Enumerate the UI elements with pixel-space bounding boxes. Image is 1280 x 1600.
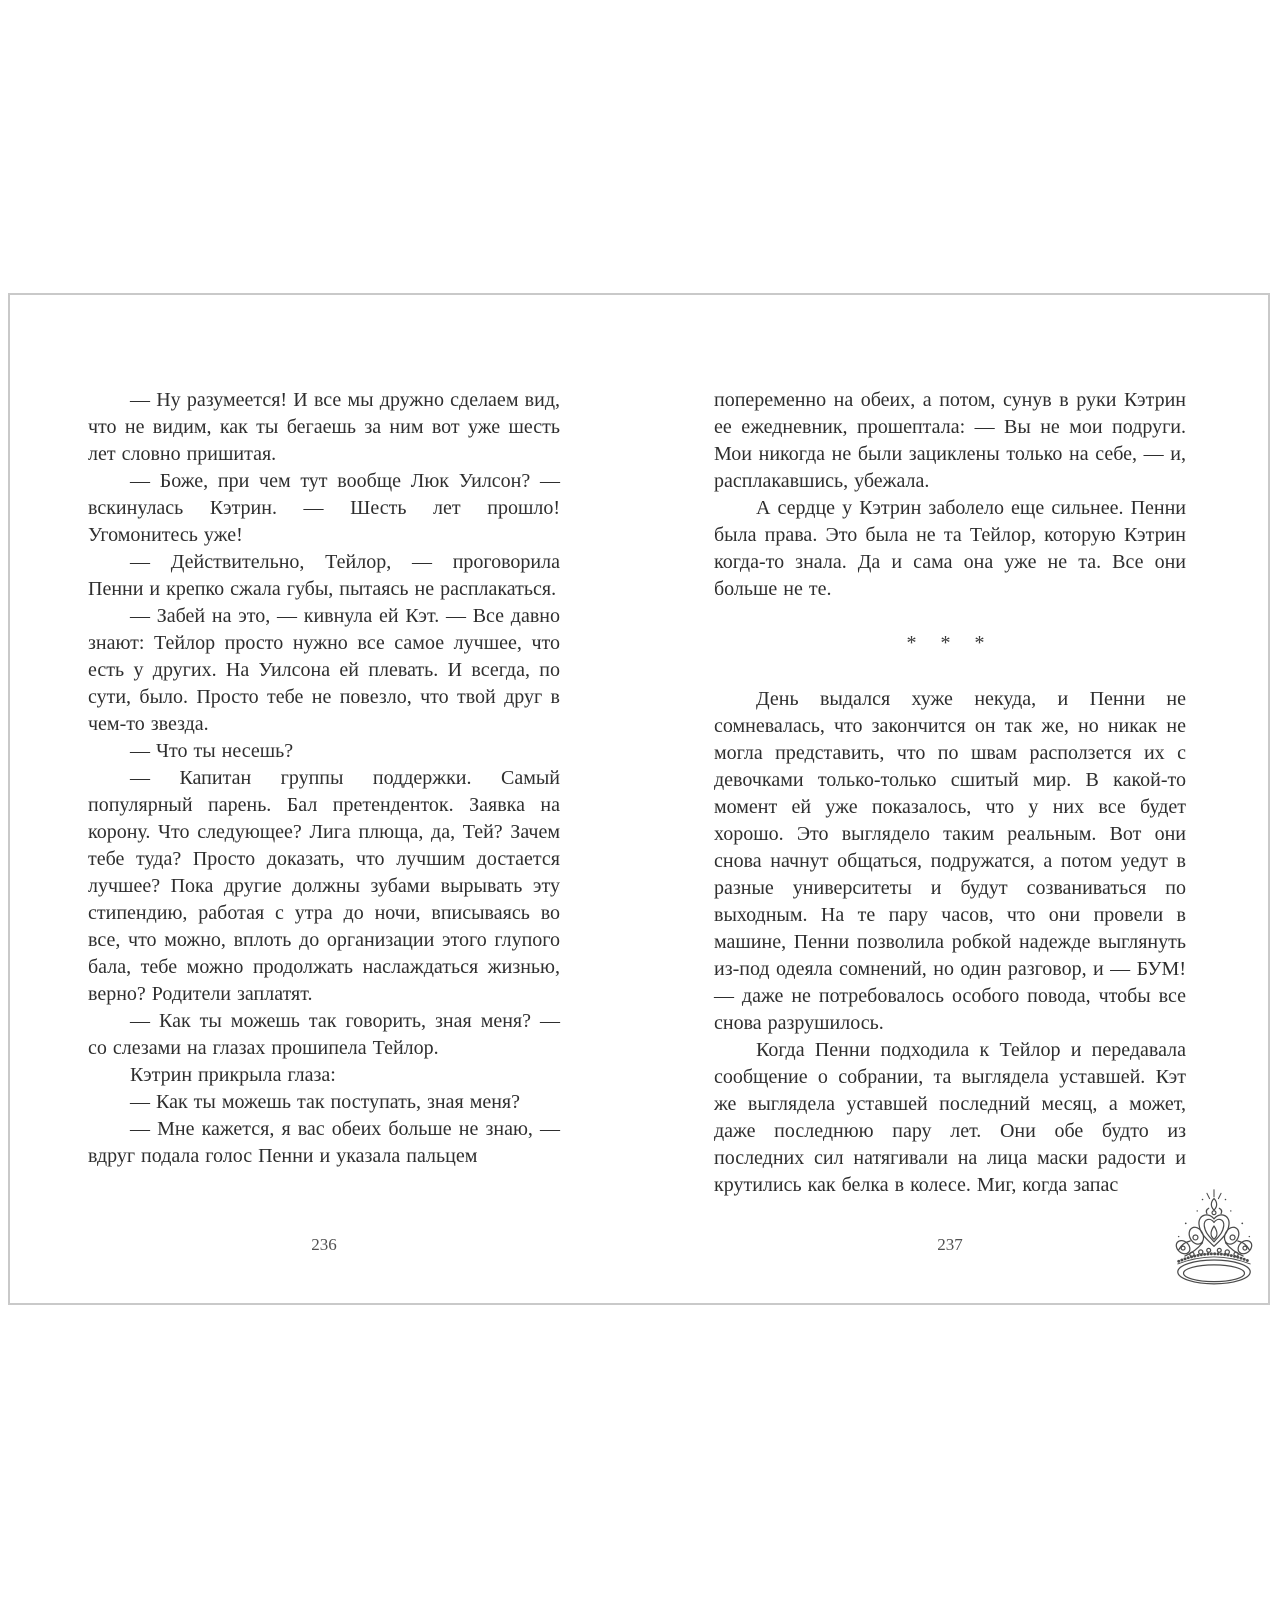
paragraph: — Забей на это, — кивнула ей Кэт. — Все давно знают: Тейлор просто нужно все самое лучшее, что есть у других. На Уилсона ей плевать. И всегда, по сути, было. Просто тебе не повезло, что твой друг в чем-то звезда. (88, 605, 560, 735)
section-separator: * * * (906, 632, 994, 654)
tiara-icon (1168, 1188, 1260, 1294)
paragraph: попеременно на обеих, а потом, сунув в руки Кэтрин ее ежедневник, прошептала: — Вы не мои подруги. Мои никогда не были зациклены только на себе, — и, расплакавшись, убежала. (714, 389, 1186, 492)
paragraph: — Боже, при чем тут вообще Люк Уилсон? — вскинулась Кэтрин. — Шесть лет прошло! Угомонитесь уже! (88, 470, 560, 546)
page-number-left: 236 (311, 1235, 337, 1254)
paragraph: Кэтрин прикрыла глаза: (130, 1064, 336, 1086)
paragraph: — Как ты можешь так поступать, зная меня? (130, 1091, 521, 1113)
paragraph: Когда Пенни подходила к Тейлор и передавала сообщение о собрании, та выглядела уставшей. Кэт же выглядела уставшей последний месяц, а может, даже последнюю пару лет. Они обе будто из последних сил натягивали на лица маски радости и крутились как белка в колесе. Миг, когда запас (714, 1039, 1186, 1196)
paragraph: — Как ты можешь так говорить, зная меня? — со слезами на глазах прошипела Тейлор. (88, 1010, 560, 1059)
page-number-right: 237 (937, 1235, 963, 1254)
paragraph: — Действительно, Тейлор, — проговорила Пенни и крепко сжала губы, пытаясь не расплакаться. (88, 551, 560, 600)
page-right-text (714, 387, 1186, 1199)
paragraph: — Мне кажется, я вас обеих больше не знаю, — вдруг подала голос Пенни и указала пальцем (88, 1118, 560, 1167)
page-left-text (88, 387, 560, 1170)
paragraph: — Ну разумеется! И все мы дружно сделаем вид, что не видим, как ты бегаешь за ним вот уже шесть лет словно пришитая. (88, 389, 560, 465)
paragraph: — Капитан группы поддержки. Самый популярный парень. Бал претенденток. Заявка на корону. Что следующее? Лига плюща, да, Тей? Зачем тебе туда? Просто доказать, что лучшим достается лучшее? Пока другие должны зубами вырывать эту стипендию, работая с утра до ночи, вписываясь во все, что можно, вплоть до организации этого глупого бала, тебе можно продолжать наслаждаться жизнью, верно? Родители заплатят. (88, 767, 560, 1005)
book-page-card (8, 293, 1270, 1305)
paragraph: — Что ты несешь? (130, 740, 294, 762)
paragraph: День выдался хуже некуда, и Пенни не сомневалась, что закончится он так же, но никак не могла представить, что по швам расползется их с девочками только-только сшитый мир. В какой-то момент ей уже показалось, что у них все будет хорошо. Это выглядело таким реальным. Вот они снова начнут общаться, подружатся, а потом уедут в разные университеты и будут созваниваться по выходным. На те пару часов, что они провели в машине, Пенни позволила робкой надежде выглянуть из-под одеяла сомнений, но один разговор, и — БУМ! — даже не потребовалось особого повода, чтобы все снова разрушилось. (714, 688, 1186, 1034)
paragraph: А сердце у Кэтрин заболело еще сильнее. Пенни была права. Это была не та Тейлор, которую Кэтрин когда-то знала. Да и сама она уже не та. Все они больше не те. (714, 497, 1186, 600)
